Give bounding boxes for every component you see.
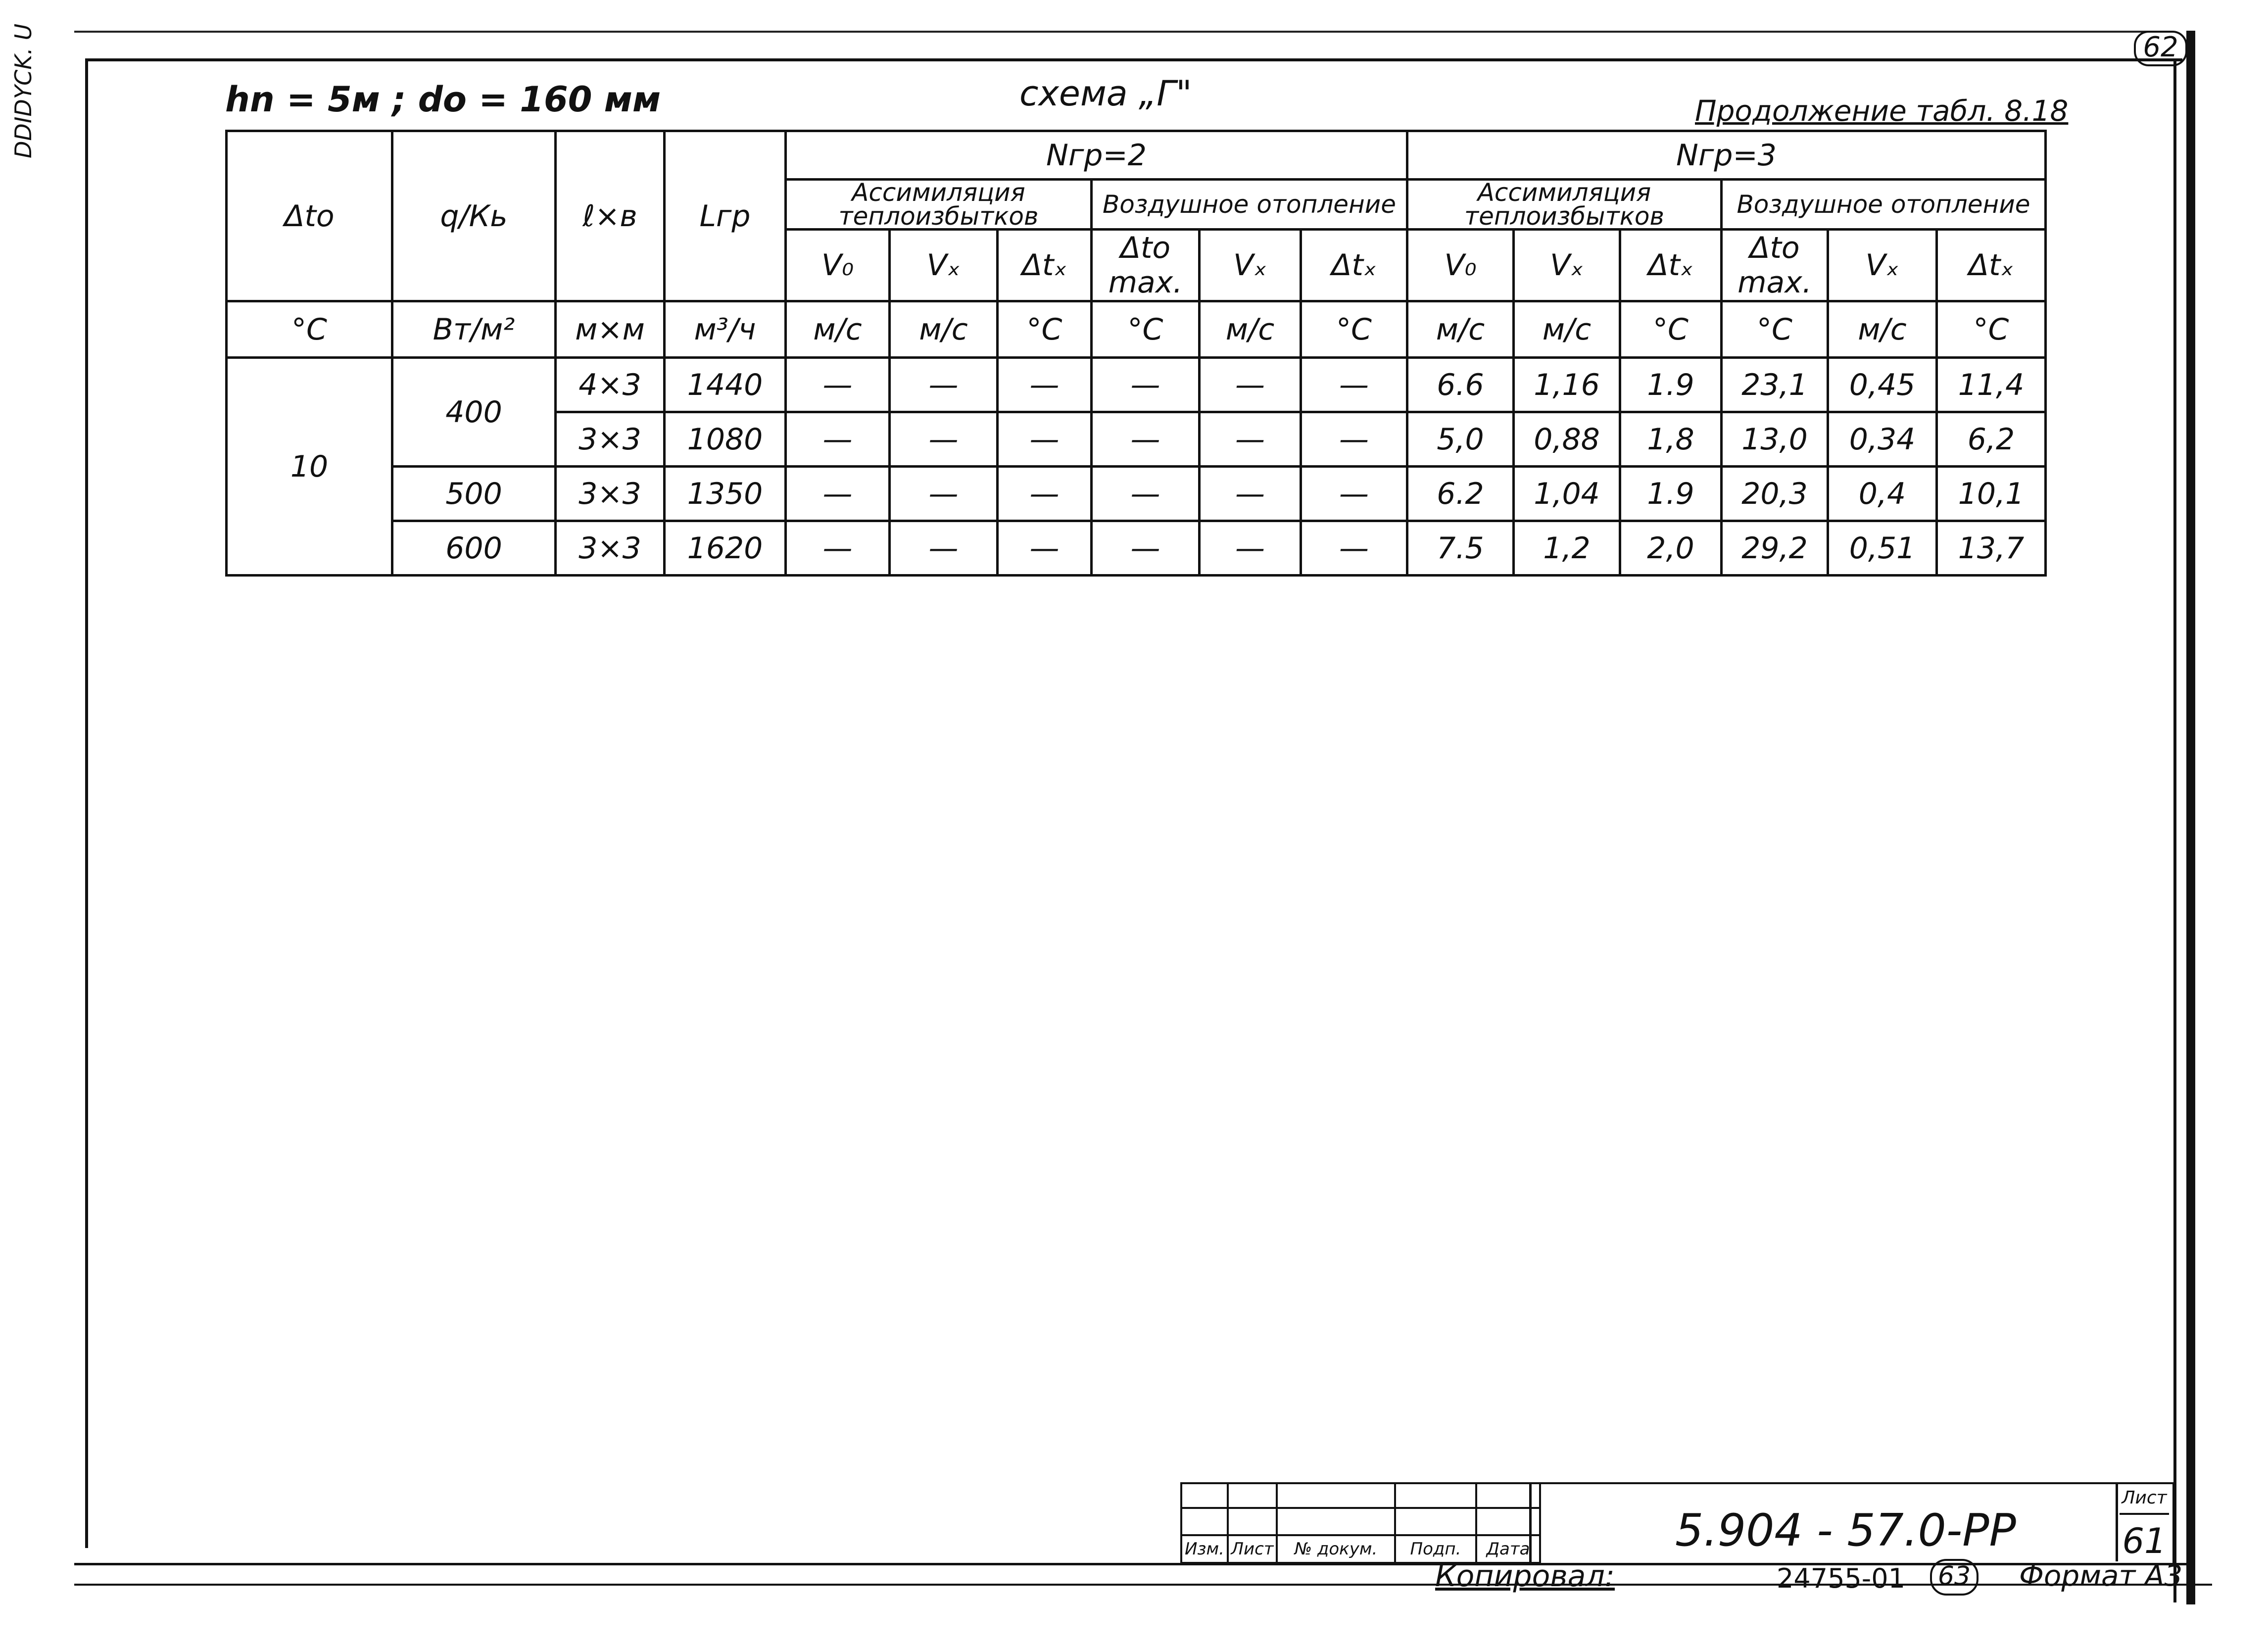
data-table — [225, 130, 2047, 577]
n2-cell: — — [1200, 467, 1301, 521]
inventory-number: 24755-01 — [1777, 1563, 1905, 1594]
unit-cell: °C — [1092, 301, 1200, 358]
n3-cell: 13,7 — [1937, 521, 2046, 576]
n2-cell: — — [1200, 358, 1301, 412]
unit-cell: м/с — [1514, 301, 1620, 358]
n2-cell: — — [1092, 412, 1200, 467]
n3-cell: 0,45 — [1828, 358, 1937, 412]
n2-cell: — — [890, 521, 998, 576]
unit-cell: м/с — [1200, 301, 1301, 358]
document-code: 5.904 - 57.0-РР — [1675, 1504, 2016, 1556]
frame-left-line — [85, 58, 88, 1548]
frame-right-outer-line — [2186, 31, 2195, 1604]
n2-cell: — — [1301, 521, 1407, 576]
frame-top-outer-line — [74, 31, 2168, 33]
header-assim-3: Ассимиляция теплоизбытков — [1407, 180, 1722, 230]
header-lgr: Lгр — [665, 131, 786, 301]
n2-cell: — — [1301, 467, 1407, 521]
n2-cell: — — [998, 467, 1092, 521]
header-vx: Vₓ — [1200, 230, 1301, 301]
n2-cell: — — [786, 412, 890, 467]
header-assim-2: Ассимиляция теплоизбытков — [786, 180, 1092, 230]
n3-cell: 20,3 — [1722, 467, 1828, 521]
header-dtx: Δtₓ — [1620, 230, 1722, 301]
lgr-cell: 1620 — [665, 521, 786, 576]
lgr-cell: 1350 — [665, 467, 786, 521]
header-vx: Vₓ — [1828, 230, 1937, 301]
lb-cell: 4×3 — [556, 358, 665, 412]
lgr-cell: 1440 — [665, 358, 786, 412]
n3-cell: 0,34 — [1828, 412, 1937, 467]
n3-cell: 0,51 — [1828, 521, 1937, 576]
header-dtx: Δtₓ — [998, 230, 1092, 301]
n2-cell: — — [1092, 467, 1200, 521]
parameters-caption: hn = 5м ; do = 160 мм — [225, 79, 661, 120]
header-ngr3: Nгр=3 — [1407, 131, 2046, 180]
unit-cell: °C — [227, 301, 392, 358]
header-dto: Δto — [227, 131, 392, 301]
lb-cell: 3×3 — [556, 467, 665, 521]
n2-cell: — — [1301, 412, 1407, 467]
n3-cell: 1,2 — [1514, 521, 1620, 576]
stamp-label: № докум. — [1277, 1535, 1395, 1563]
header-dto-max: Δto max. — [1722, 230, 1828, 301]
scheme-title: схема „Г" — [1019, 73, 1192, 114]
n2-cell: — — [1200, 521, 1301, 576]
sheet-label: Лист — [2120, 1483, 2169, 1515]
lgr-cell: 1080 — [665, 412, 786, 467]
n2-cell: — — [998, 358, 1092, 412]
n3-cell: 1,16 — [1514, 358, 1620, 412]
sheet-number: 61 — [2122, 1521, 2167, 1561]
q-cell: 500 — [392, 467, 556, 521]
n2-cell: — — [998, 412, 1092, 467]
n3-cell: 11,4 — [1937, 358, 2046, 412]
unit-cell: м³/ч — [665, 301, 786, 358]
n3-cell: 5,0 — [1407, 412, 1514, 467]
n3-cell: 6,2 — [1937, 412, 2046, 467]
unit-cell: °C — [1620, 301, 1722, 358]
q-cell: 400 — [392, 358, 556, 467]
header-v0: V₀ — [1407, 230, 1514, 301]
lb-cell: 3×3 — [556, 412, 665, 467]
n2-cell: — — [786, 358, 890, 412]
header-lb: ℓ×в — [556, 131, 665, 301]
unit-cell: м×м — [556, 301, 665, 358]
frame-top-line — [87, 58, 2182, 61]
header-dto-max: Δto max. — [1092, 230, 1200, 301]
n2-cell: — — [1092, 521, 1200, 576]
n3-cell: 1,8 — [1620, 412, 1722, 467]
unit-cell: °C — [1301, 301, 1407, 358]
units-row — [227, 301, 2046, 358]
header-v0: V₀ — [786, 230, 890, 301]
header-vx: Vₓ — [1514, 230, 1620, 301]
header-vx: Vₓ — [890, 230, 998, 301]
header-ngr2: Nгр=2 — [786, 131, 1407, 180]
stamp-label: Подп. — [1395, 1535, 1476, 1563]
n2-cell: — — [1092, 358, 1200, 412]
n3-cell: 1,04 — [1514, 467, 1620, 521]
side-archive-text: DDIDYCK. U — [10, 23, 37, 158]
n3-cell: 29,2 — [1722, 521, 1828, 576]
n2-cell: — — [890, 467, 998, 521]
n3-cell: 1.9 — [1620, 358, 1722, 412]
header-vozd-3: Воздушное отопление — [1722, 180, 2046, 230]
n3-cell: 2,0 — [1620, 521, 1722, 576]
n3-cell: 13,0 — [1722, 412, 1828, 467]
n3-cell: 1.9 — [1620, 467, 1722, 521]
header-q: q/Кь — [392, 131, 556, 301]
n3-cell: 7.5 — [1407, 521, 1514, 576]
format-label: Формат А3 — [2019, 1559, 2183, 1593]
header-vozd-2: Воздушное отопление — [1092, 180, 1407, 230]
n2-cell: — — [786, 521, 890, 576]
dto-value: 10 — [227, 358, 392, 576]
header-dtx: Δtₓ — [1937, 230, 2046, 301]
unit-cell: м/с — [1407, 301, 1514, 358]
stamp-label: Изм. — [1181, 1535, 1228, 1563]
n2-cell: — — [890, 358, 998, 412]
n2-cell: — — [1301, 358, 1407, 412]
unit-cell: °C — [998, 301, 1092, 358]
q-cell: 600 — [392, 521, 556, 576]
title-block — [1180, 1482, 2175, 1564]
n3-cell: 10,1 — [1937, 467, 2046, 521]
n3-cell: 23,1 — [1722, 358, 1828, 412]
n3-cell: 0,4 — [1828, 467, 1937, 521]
n2-cell: — — [786, 467, 890, 521]
table-row — [227, 358, 2046, 412]
table-continuation: Продолжение табл. 8.18 — [1695, 94, 2069, 128]
n3-cell: 6.6 — [1407, 358, 1514, 412]
top-sheet-number: 62 — [2134, 31, 2187, 66]
n3-cell: 0,88 — [1514, 412, 1620, 467]
stamp-label: Дата — [1476, 1535, 1540, 1563]
header-dtx: Δtₓ — [1301, 230, 1407, 301]
unit-cell: м/с — [1828, 301, 1937, 358]
page-number-circle: 63 — [1930, 1559, 1978, 1596]
unit-cell: Вт/м² — [392, 301, 556, 358]
n2-cell: — — [1200, 412, 1301, 467]
n3-cell: 6.2 — [1407, 467, 1514, 521]
frame-right-line — [2173, 58, 2176, 1602]
unit-cell: м/с — [890, 301, 998, 358]
unit-cell: м/с — [786, 301, 890, 358]
n2-cell: — — [998, 521, 1092, 576]
unit-cell: °C — [1937, 301, 2046, 358]
n2-cell: — — [890, 412, 998, 467]
copied-by-label: Копировал: — [1435, 1559, 1615, 1594]
table-row — [227, 521, 2046, 576]
lb-cell: 3×3 — [556, 521, 665, 576]
stamp-label: Лист — [1228, 1535, 1277, 1563]
unit-cell: °C — [1722, 301, 1828, 358]
table-row — [227, 467, 2046, 521]
